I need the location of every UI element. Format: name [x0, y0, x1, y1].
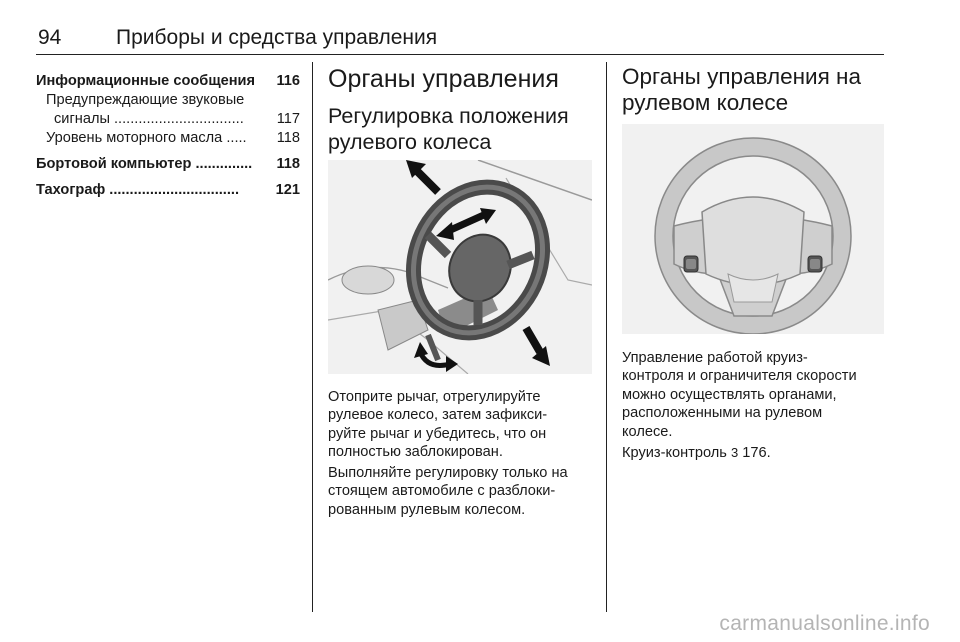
steering-adjustment-illustration — [328, 160, 592, 374]
toc-entry[interactable] — [36, 72, 300, 91]
cross-reference[interactable] — [622, 444, 771, 462]
text-line: колесе. — [622, 423, 673, 440]
section-heading-line: рулевом колесе — [622, 90, 789, 115]
page-number: 94 — [38, 26, 62, 49]
toc-entry[interactable] — [36, 129, 300, 148]
toc-entry[interactable] — [36, 110, 300, 129]
text-line: стоящем автомобиле с разблоки- — [328, 483, 556, 500]
toc-entry-page: 118 — [276, 156, 300, 172]
steering-adjustment-section — [328, 64, 596, 155]
header-rule — [36, 54, 884, 55]
table-of-contents — [36, 72, 300, 200]
wheel-controls-section — [622, 64, 884, 116]
toc-entry[interactable] — [36, 91, 300, 110]
reference-arrow-icon: 3 — [730, 445, 739, 460]
text-line: рулевое колесо, затем зафикси- — [328, 407, 548, 424]
wheel-controls-paragraph — [622, 349, 857, 441]
toc-entry[interactable] — [36, 181, 300, 200]
text-line: рованным рулевым колесом. — [328, 501, 526, 518]
toc-entry-title: Уровень моторного масла ..... — [46, 130, 247, 146]
steering-wheel-drawing — [622, 124, 884, 334]
text-line: полностью заблокирован. — [328, 444, 503, 461]
steering-adjustment-drawing — [328, 160, 592, 374]
subheading-line: Регулировка положения — [328, 104, 569, 128]
steering-paragraph-1 — [328, 388, 547, 462]
cross-reference-page: 176. — [742, 445, 771, 461]
toc-entry-title: сигналы ................................ — [54, 111, 244, 127]
text-line: Управление работой круиз- — [622, 350, 808, 366]
toc-entry-title: Информационные сообщения — [36, 73, 256, 89]
text-line: можно осуществлять органами, — [622, 386, 837, 403]
toc-entry-page: 117 — [276, 111, 300, 127]
section-heading: Органы управления — [328, 65, 559, 93]
section-heading-line: Органы управления на — [622, 64, 861, 89]
toc-entry-title: Тахограф ................................ — [36, 182, 240, 198]
text-line: контроля и ограничителя скорости — [622, 368, 857, 385]
toc-entry-title: Предупреждающие звуковые — [46, 92, 245, 108]
column-divider-1 — [312, 62, 313, 612]
cross-reference-label: Круиз-контроль — [622, 445, 727, 461]
toc-entry[interactable] — [36, 155, 300, 174]
text-line: руйте рычаг и убедитесь, что он — [328, 425, 547, 442]
toc-entry-page: 116 — [276, 73, 300, 89]
chapter-title: Приборы и средства управления — [116, 26, 438, 49]
text-line: Отоприте рычаг, отрегулируйте — [328, 389, 541, 405]
text-line: расположенными на рулевом — [622, 405, 823, 422]
text-line: Выполняйте регулировку только на — [328, 465, 568, 481]
steering-wheel-illustration — [622, 124, 884, 334]
subheading-line: рулевого колеса — [328, 130, 492, 154]
toc-entry-title: Бортовой компьютер .............. — [36, 156, 253, 172]
site-watermark: carmanualsonline.info — [719, 612, 930, 635]
toc-entry-page: 118 — [276, 130, 300, 146]
toc-entry-page: 121 — [275, 182, 300, 198]
steering-paragraph-2 — [328, 464, 568, 519]
column-divider-2 — [606, 62, 607, 612]
subsection-heading — [328, 103, 596, 155]
